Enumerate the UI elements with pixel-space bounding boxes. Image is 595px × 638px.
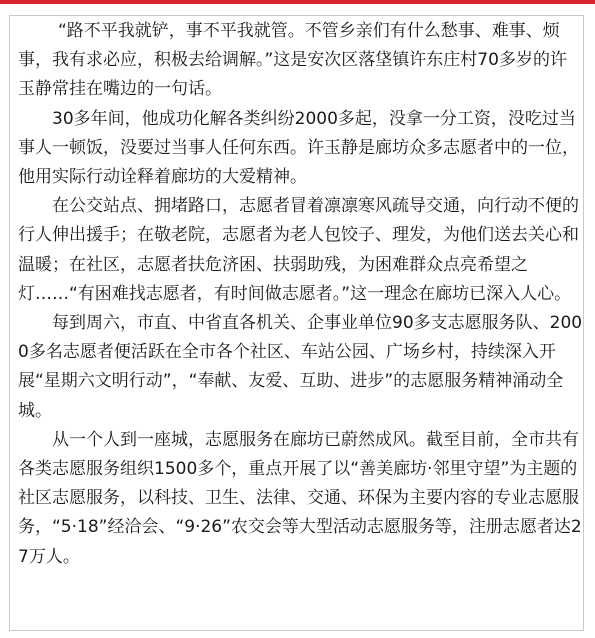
article-paragraph-2: 30多年间，他成功化解各类纠纷2000多起，没拿一分工资，没吃过当事人一顿饭，没要过当事人任何东西。许玉静是廊坊众多志愿者中的一位，他用实际行动诠释着廊坊的大爱精神。 <box>18 108 579 188</box>
article-paragraph-3: 在公交站点、拥堵路口，志愿者冒着凛凛寒风疏导交通，向行动不便的行人伸出援手；在敬老院，志愿者为老人包饺子、理发，为他们送去关心和温暖；在社区，志愿者扶危济困、扶弱助残，为困难群众点亮希望之灯……“有困难找志愿者，有时间做志愿者。”这一理念在廊坊已深入人心。 <box>18 196 579 304</box>
article-paragraph-5: 从一个人到一座城，志愿服务在廊坊已蔚然成风。截至目前，全市共有各类志愿服务组织1500多个，重点开展了以“善美廊坊·邻里守望”为主题的社区志愿服务，以科技、卫生、法律、交通、环保为主要内容的专业志愿服务，“5·18”经洽会、“9·26”农交会等大型活动志愿服务等，注册志愿者达27万人。 <box>18 429 582 567</box>
article-paragraph-1: “路不平我就铲，事不平我就管。不管乡亲们有什么愁事、难事、烦事，我有求必应，积极去给调解。”这是安次区落垡镇许东庄村70多岁的许玉静常挂在嘴边的一句话。 <box>18 21 567 100</box>
article-body <box>18 17 583 572</box>
article-paragraph-4: 每到周六，市直、中省直各机关、企事业单位90多支志愿服务队、2000多名志愿者便活跃在全市各个社区、车站公园、广场乡村，持续深入开展“星期六文明行动”，“奉献、友爱、互助、进步”的志愿服务精神涌动全城。 <box>18 313 583 421</box>
top-accent-bar <box>0 0 595 4</box>
